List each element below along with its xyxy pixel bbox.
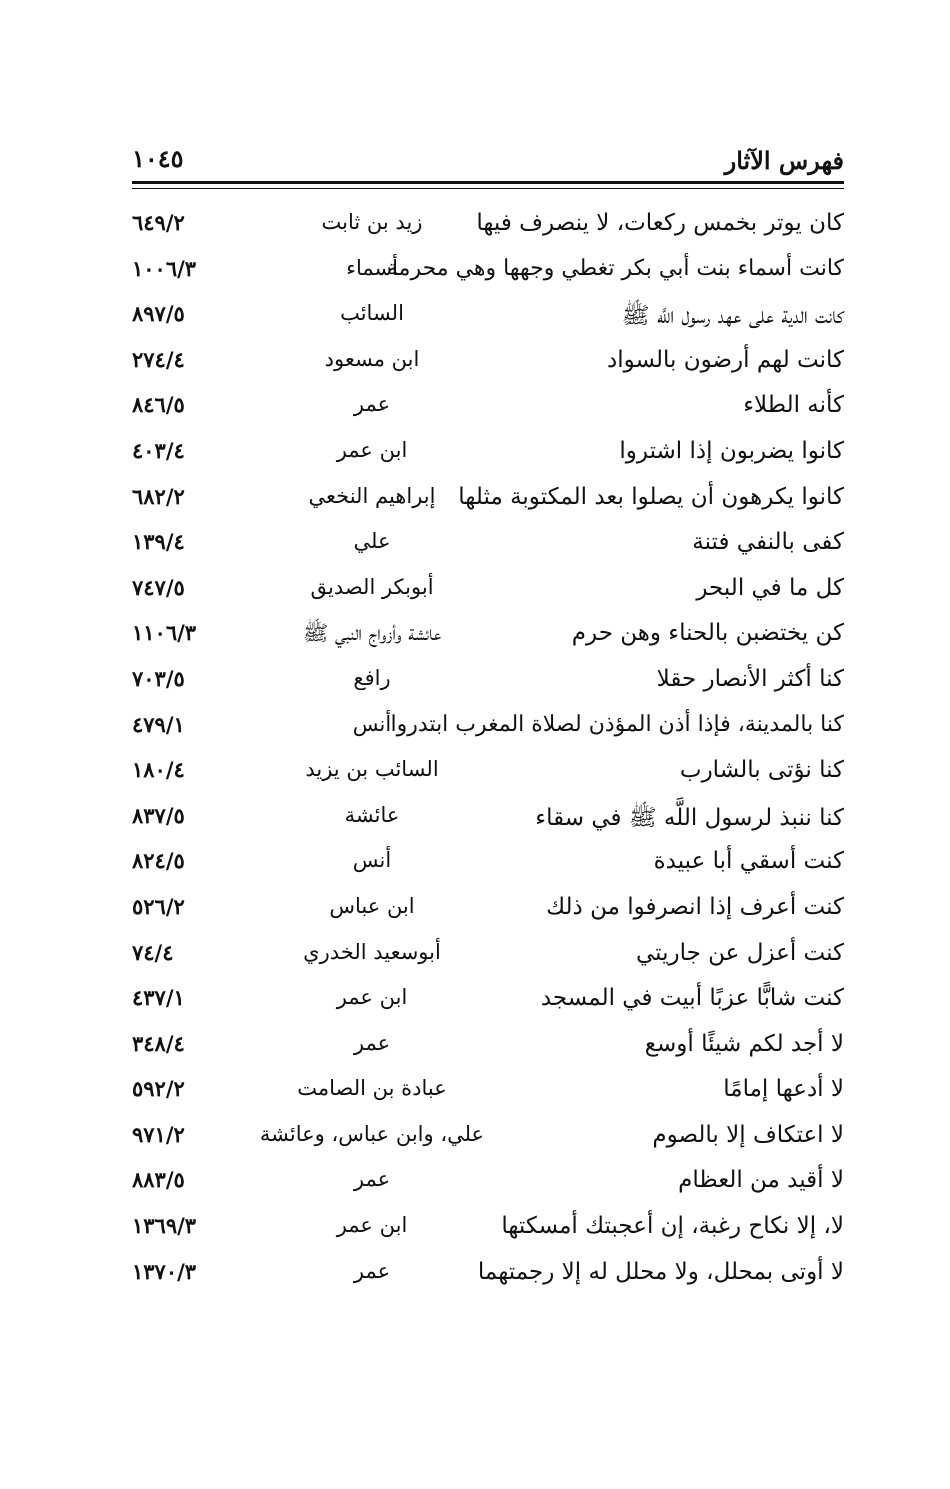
index-entry [132,571,844,617]
entry-text: لا أوتى بمحلل، ولا محلل له إلا رجمتهما [477,1258,844,1285]
index-entry [132,434,844,480]
entry-text: كنت شابًّا عزبًا أبيت في المسجد [540,985,844,1012]
entry-narrator: أبوبكر الصديق [310,574,434,599]
entry-reference: ٢٧٤/٤ [132,346,185,372]
entry-narrator: ابن مسعود [324,346,420,371]
index-entry [132,297,844,343]
entry-narrator: عمر [353,1167,391,1192]
index-entry [132,844,844,890]
entry-text: كانت أسماء بنت أبي بكر تغطي وجهها وهي محرمة [386,255,844,281]
entry-reference: ١٣٦٩/٣ [132,1213,197,1239]
entry-reference: ٨٨٣/٥ [132,1167,185,1193]
entry-text: كان يوتر بخمس ركعات، لا ينصرف فيها [476,210,844,236]
index-entry [132,981,844,1027]
index-entry [132,616,844,662]
index-entry [132,1072,844,1118]
entry-reference: ٧٠٣/٥ [132,665,185,691]
entry-narrator: علي، وابن عباس، وعائشة [259,1121,485,1146]
index-entry [132,525,844,571]
entry-reference: ٧٤/٤ [132,939,174,965]
entry-reference: ٤٧٩/١ [132,711,185,737]
entry-reference: ٣٤٨/٤ [132,1030,185,1056]
entry-narrator: عائشة [344,802,400,827]
entry-text: كانوا يكرهون أن يصلوا بعد المكتوبة مثلها [458,483,844,510]
entry-text: كنت أسقي أبا عبيدة [653,848,844,875]
header-rule-thick [132,181,844,184]
page-title: فهرس الآثار [724,146,844,175]
entry-narrator: أبوسعيد الخدري [303,939,441,964]
header-rule-thin [132,188,844,189]
entry-text: كنا أكثر الأنصار حقلا [656,665,844,692]
entry-reference: ١٣٧٠/٣ [132,1258,197,1284]
entry-narrator: زيد بن ثابت [321,210,423,234]
entry-narrator: عمر [353,1030,391,1055]
entry-text: كنا بالمدينة، فإذا أذن المؤذن لصلاة المغرب ابتدروا [390,711,844,737]
entry-reference: ٧٤٧/٥ [132,574,185,600]
entry-narrator: عمر [353,392,391,417]
entry-reference: ٦٤٩/٢ [132,210,185,235]
index-entry [132,1209,844,1255]
entry-reference: ٩٧١/٢ [132,1121,185,1147]
index-entry [132,388,844,434]
index-entry [132,753,844,799]
entry-narrator: السائب بن يزيد [305,757,439,782]
index-entry [132,206,844,252]
entry-narrator: عائشة وأزواج النبي ﷺ [302,621,442,646]
entry-reference: ١٨٠/٤ [132,757,185,783]
index-entry [132,799,844,845]
entry-reference: ٨٢٤/٥ [132,848,185,874]
index-entry [132,1027,844,1073]
page-number: ١٠٤٥ [132,144,184,173]
entry-narrator: أنس [352,711,392,736]
entry-narrator: أسماء [346,255,398,280]
entry-text: لا أجد لكم شيئًا أوسع [644,1030,844,1057]
entry-text: كانوا يضربون إذا اشتروا [619,437,844,464]
entry-reference: ١٣٩/٤ [132,529,185,555]
index-entry [132,1118,844,1164]
entry-reference: ٨٤٦/٥ [132,392,185,418]
index-entry [132,480,844,526]
entry-reference: ٤٣٧/١ [132,985,185,1011]
index-list [132,206,844,1300]
entry-reference: ١٠٠٦/٣ [132,255,197,281]
entry-narrator: ابن عمر [336,437,408,462]
entry-text: كفى بالنفي فتنة [692,529,844,556]
entry-text: لا، إلا نكاح رغبة، إن أعجبتك أمسكتها [501,1213,844,1240]
entry-narrator: إبراهيم النخعي [308,483,436,508]
entry-narrator: ابن عباس [329,893,415,918]
entry-reference: ٥٩٢/٢ [132,1076,185,1102]
index-entry [132,252,844,298]
entry-narrator: السائب [340,301,404,326]
entry-text: كنت أعرف إذا انصرفوا من ذلك [546,893,844,920]
index-entry [132,890,844,936]
entry-narrator: ابن عمر [336,985,408,1010]
entry-text: كانت الدية على عهد رسول اللَّه ﷺ [621,303,844,330]
entry-narrator: ابن عمر [336,1213,408,1238]
index-entry [132,708,844,754]
entry-reference: ١١٠٦/٣ [132,620,197,646]
entry-text: كأنه الطلاء [743,392,844,419]
index-entry [132,662,844,708]
entry-reference: ٤٠٣/٤ [132,437,185,463]
entry-narrator: أنس [352,848,392,873]
index-entry [132,1163,844,1209]
entry-text: كنا ننبذ لرسول اللَّه ﷺ في سقاء [535,804,844,831]
entry-text: لا أدعها إمامًا [723,1076,844,1103]
entry-narrator: علي [353,529,391,554]
entry-text: لا اعتكاف إلا بالصوم [652,1121,844,1148]
index-entry [132,1255,844,1301]
entry-text: كنت أعزل عن جاريتي [636,939,844,966]
entry-reference: ٥٢٦/٢ [132,893,185,919]
entry-text: كنا نؤتى بالشارب [679,757,844,784]
entry-text: كن يختضبن بالحناء وهن حرم [571,620,844,647]
entry-narrator: عمر [353,1258,391,1283]
index-entry [132,936,844,982]
entry-text: كل ما في البحر [696,574,844,601]
entry-narrator: عبادة بن الصامت [297,1076,447,1101]
index-entry [132,343,844,389]
entry-reference: ٨٣٧/٥ [132,802,185,828]
entry-text: لا أقيد من العظام [678,1167,844,1194]
entry-text: كانت لهم أرضون بالسواد [606,346,844,373]
entry-narrator: رافع [353,665,391,690]
entry-reference: ٨٩٧/٥ [132,301,185,327]
entry-reference: ٦٨٢/٢ [132,483,185,509]
page-header [132,140,844,180]
